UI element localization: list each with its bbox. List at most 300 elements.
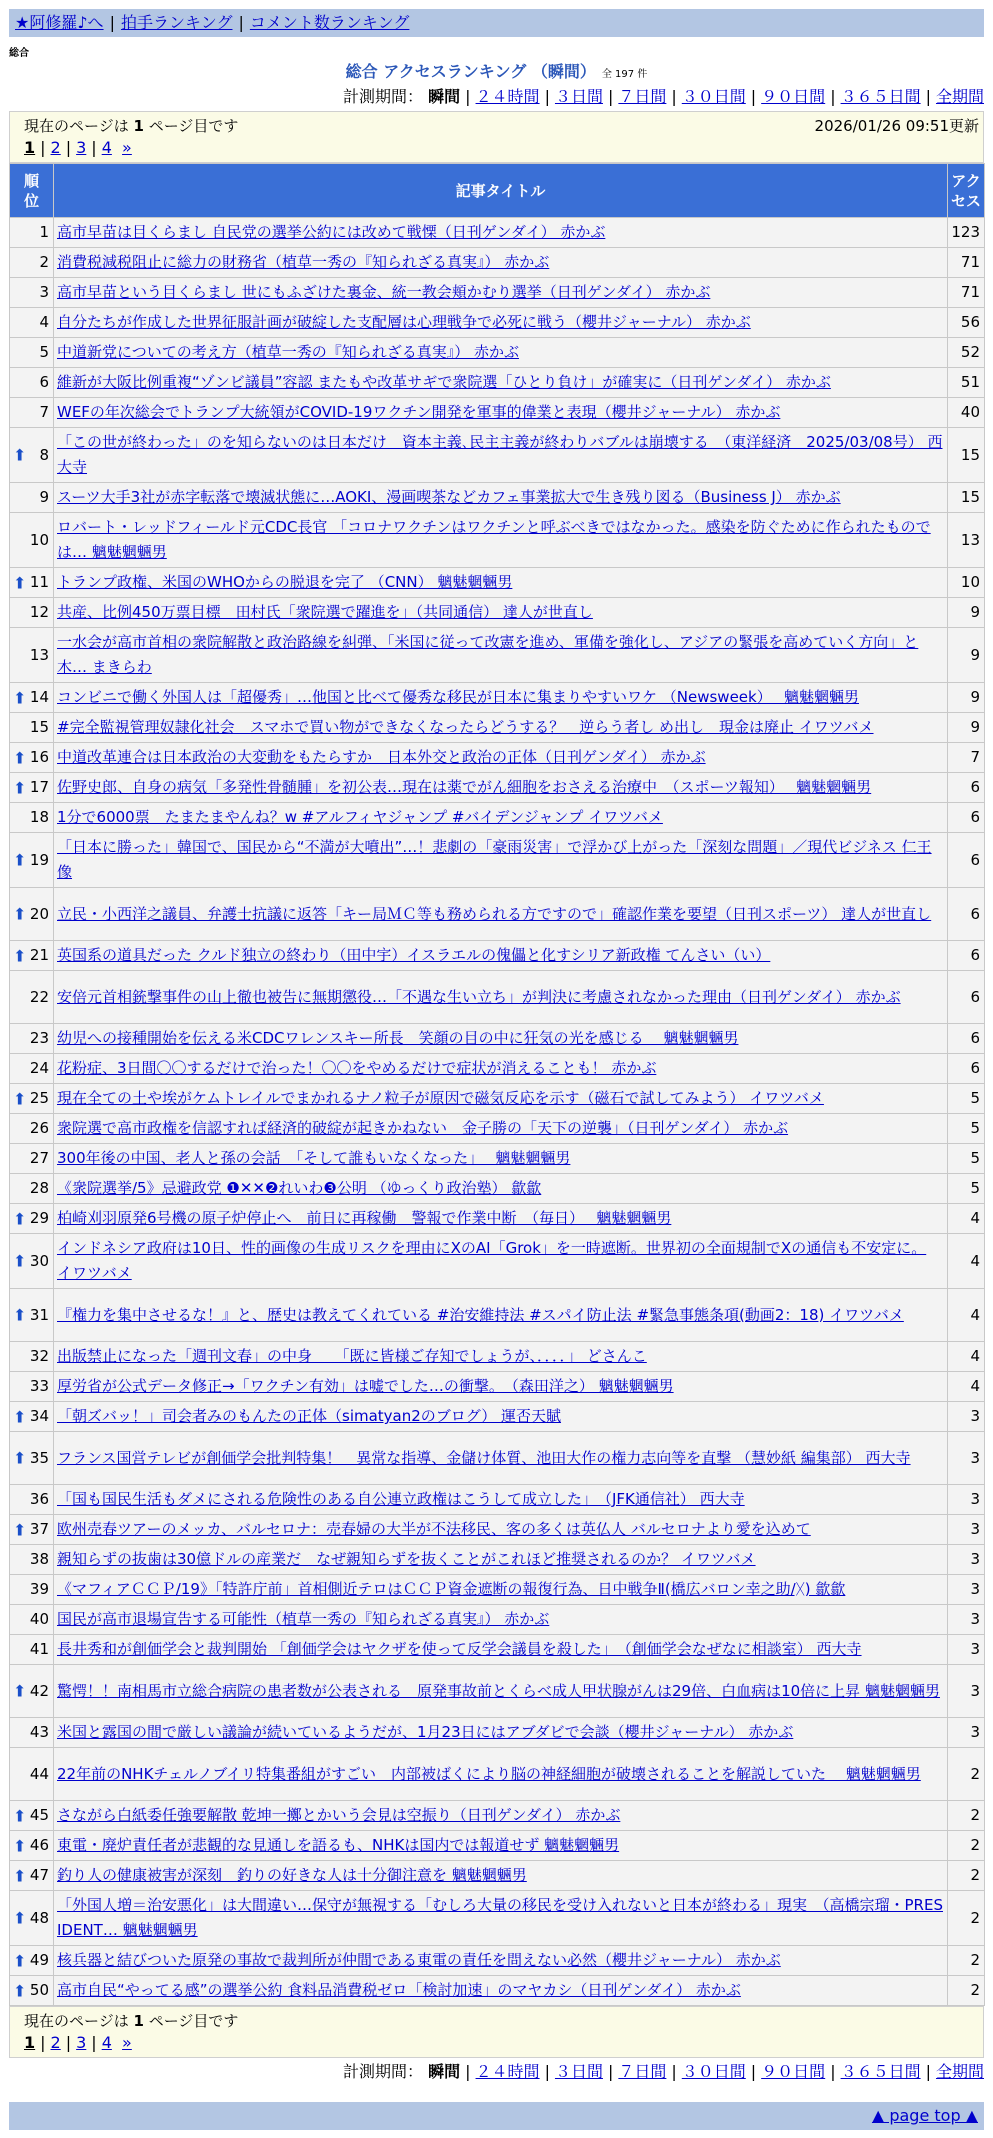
article-link[interactable]: 《マフィアＣＣＰ/19》「特許庁前」首相側近テロはＣＣＰ資金遮断の報復行為、日中戦争Ⅱ(橋広バロン幸之助/ᚷ) 歙歙 xyxy=(57,1580,846,1598)
rank-cell xyxy=(10,743,54,773)
article-link[interactable]: コンビニで働く外国人は「超優秀」…他国と比べて優秀な移民が日本に集まりやすいワケ （Newsweek） 魑魅魍魎男 xyxy=(57,688,859,706)
table-row xyxy=(10,598,985,628)
access-count: 6 xyxy=(948,1024,985,1054)
access-count: 3 xyxy=(948,1515,985,1545)
table-row xyxy=(10,803,985,833)
rank-number: 16 xyxy=(29,748,49,766)
period-current: 瞬間 xyxy=(428,2062,461,2081)
rank-cell xyxy=(10,428,54,483)
article-link[interactable]: 安倍元首相銃撃事件の山上徹也被告に無期懲役…「不遇な生い立ち」が判決に考慮されなかった理由（日刊ゲンダイ） 赤かぶ xyxy=(57,987,901,1006)
title-cell xyxy=(54,1054,948,1084)
access-count: 6 xyxy=(948,773,985,803)
access-count: 5 xyxy=(948,1084,985,1114)
article-link[interactable]: 花粉症、3日間〇〇するだけで治った！〇〇をやめるだけで症状が消えることも！ 赤かぶ xyxy=(57,1059,657,1077)
access-count: 5 xyxy=(948,1144,985,1174)
table-row xyxy=(10,971,985,1024)
rank-cell xyxy=(10,713,54,743)
article-link[interactable]: 驚愕！！南相馬市立総合病院の患者数が公表される 原発事故前とくらべ成人甲状腺がんは29倍、白血病は10倍に上昇 魑魅魍魎男 xyxy=(57,1681,940,1700)
rank-up-arrow-icon: ⬆ xyxy=(13,1951,27,1970)
page-current: 1 xyxy=(24,2033,36,2052)
article-link[interactable]: 一水会が高市首相の衆院解散と政治路線を糾弾、「米国に従って改憲を進め、軍備を強化し、アジアの緊張を高めていく方向」と木… まきらわ xyxy=(57,633,919,676)
table-row xyxy=(10,1575,985,1605)
rank-cell xyxy=(10,1635,54,1665)
article-link[interactable]: 佐野史郎、自身の病気「多発性骨髄腫」を初公表…現在は薬でがん細胞をおさえる治療中 （スポーツ報知） 魑魅魍魎男 xyxy=(57,778,872,796)
rank-up-arrow-icon: ⬆ xyxy=(13,573,27,592)
title-cell xyxy=(54,628,948,683)
rank-number: 6 xyxy=(39,373,49,391)
article-link[interactable]: フランス国営テレビが創価学会批判特集！ 異常な指導、金儲け体質、池田大作の権力志向等を直撃 （慧妙紙 編集部） 西大寺 xyxy=(57,1448,911,1467)
period-link[interactable]: ３６５日間 xyxy=(840,87,921,106)
rank-cell xyxy=(10,1174,54,1204)
access-count: 2 xyxy=(948,1861,985,1891)
title-cell xyxy=(54,568,948,598)
article-link[interactable]: 高市早苗という目くらまし 世にもふざけた裏金、統一教会頬かむり選挙（日刊ゲンダイ） 赤かぶ xyxy=(57,283,711,301)
table-row xyxy=(10,1545,985,1575)
rank-number: 44 xyxy=(29,1764,49,1783)
rank-cell xyxy=(10,1718,54,1748)
article-link[interactable]: 現在全ての土や埃がケムトレイルでまかれるナノ粒子が原因で磁気反応を示す（磁石で試してみよう） イワツバメ xyxy=(57,1089,824,1107)
title-cell xyxy=(54,1515,948,1545)
rank-cell xyxy=(10,1485,54,1515)
rank-number: 36 xyxy=(29,1490,49,1508)
period-selector-bottom: 計測期間： 瞬間 | ２４時間 | ３日間 | ７日間 | ３０日間 | ９０日間 | ３６５日間 | 全期間 xyxy=(343,2062,984,2081)
title-cell xyxy=(54,218,948,248)
rank-number: 37 xyxy=(29,1520,49,1538)
title-cell xyxy=(54,1485,948,1515)
page-top-link[interactable]: ▲ page top ▲ xyxy=(871,2106,978,2125)
rank-cell xyxy=(10,1891,54,1946)
rank-number: 38 xyxy=(29,1550,49,1568)
rank-up-arrow-icon: ⬆ xyxy=(13,1089,27,1108)
title-cell xyxy=(54,1342,948,1372)
article-link[interactable]: トランプ政権、米国のWHOからの脱退を完了 （CNN） 魑魅魍魎男 xyxy=(57,573,513,591)
table-row xyxy=(10,1718,985,1748)
rank-cell xyxy=(10,941,54,971)
rank-up-arrow-icon: ⬆ xyxy=(13,1836,27,1855)
title-cell xyxy=(54,1545,948,1575)
rank-cell xyxy=(10,218,54,248)
rank-cell xyxy=(10,773,54,803)
rank-cell xyxy=(10,1665,54,1718)
period-link[interactable]: 全期間 xyxy=(935,87,984,106)
table-row xyxy=(10,248,985,278)
rank-number: 47 xyxy=(29,1866,49,1884)
article-link[interactable]: 「日本に勝った」韓国で、国民から“不満が大噴出”…！悲劇の「豪雨災害」で浮かび上がった「深刻な問題」／現代ビジネス 仁王像 xyxy=(57,838,932,881)
rank-cell xyxy=(10,483,54,513)
article-link[interactable]: 核兵器と結びついた原発の事故で裁判所が仲間である東電の責任を問えない必然（櫻井ジャーナル） 赤かぶ xyxy=(57,1951,781,1969)
access-count: 6 xyxy=(948,803,985,833)
table-row xyxy=(10,1372,985,1402)
rank-cell xyxy=(10,308,54,338)
title-cell xyxy=(54,1084,948,1114)
access-count: 5 xyxy=(948,1114,985,1144)
page-link[interactable]: 4 xyxy=(101,2033,112,2052)
period-label: 計測期間： xyxy=(343,2062,424,2081)
article-link[interactable]: 柏崎刈羽原発6号機の原子炉停止へ 前日に再稼働 警報で作業中断 （毎日） 魑魅魍魎男 xyxy=(57,1209,672,1227)
title-cell xyxy=(54,598,948,628)
rank-number: 19 xyxy=(29,850,49,869)
rank-cell xyxy=(10,628,54,683)
rank-number: 41 xyxy=(29,1640,49,1658)
clap-ranking-link[interactable]: 拍手ランキング xyxy=(120,13,233,32)
article-link[interactable]: 米国と露国の間で厳しい議論が続いているようだが、1月23日にはアブダビで会談（櫻井ジャーナル） 赤かぶ xyxy=(57,1723,794,1741)
access-count: 13 xyxy=(948,513,985,568)
article-link[interactable]: スーツ大手3社が赤字転落で壊滅状態に…AOKI、漫画喫茶などカフェ事業拡大で生き残り図る（Business J） 赤かぶ xyxy=(57,488,841,506)
period-link[interactable]: ２４時間 xyxy=(475,87,540,106)
page-link[interactable]: 3 xyxy=(76,2033,87,2052)
page-links: 1 | 2 | 3 | 4 » xyxy=(24,2033,132,2052)
table-row xyxy=(10,218,985,248)
rank-number: 22 xyxy=(29,987,49,1006)
table-row xyxy=(10,1402,985,1432)
rank-cell xyxy=(10,1545,54,1575)
rank-cell xyxy=(10,1575,54,1605)
table-row xyxy=(10,1801,985,1831)
access-count: 2 xyxy=(948,1891,985,1946)
rank-up-arrow-icon: ⬆ xyxy=(13,1251,27,1271)
title-cell xyxy=(54,1748,948,1801)
rank-up-arrow-icon: ⬆ xyxy=(13,445,27,465)
rank-cell xyxy=(10,398,54,428)
next-page-link[interactable]: » xyxy=(122,138,132,157)
article-link[interactable]: 釣り人の健康被害が深刻 釣りの好きな人は十分御注意を 魑魅魍魎男 xyxy=(57,1866,527,1884)
rank-up-arrow-icon: ⬆ xyxy=(13,1209,27,1228)
article-link[interactable]: 『権力を集中させるな！』と、歴史は教えてくれている #治安維持法 #スパイ防止法 #緊急事態条項(動画2：18) イワツバメ xyxy=(57,1305,904,1324)
rank-number: 31 xyxy=(29,1305,49,1324)
rank-up-arrow-icon: ⬆ xyxy=(13,688,27,707)
period-link[interactable]: ３０日間 xyxy=(681,87,746,106)
rank-number: 32 xyxy=(29,1347,49,1365)
title-cell xyxy=(54,1024,948,1054)
article-link[interactable]: 自分たちが作成した世界征服計画が破綻した支配層は心理戦争で必死に戦う（櫻井ジャーナル） 赤かぶ xyxy=(57,313,751,331)
rank-cell xyxy=(10,1748,54,1801)
table-row xyxy=(10,773,985,803)
article-link[interactable]: 「国も国民生活もダメにされる危険性のある自公連立政権はこうして成立した」 （JFK通信社） 西大寺 xyxy=(57,1490,745,1508)
access-count: 2 xyxy=(948,1748,985,1801)
article-link[interactable]: 1分で6000票 たまたまやんね？w #アルフィヤジャンプ #バイデンジャンプ イワツバメ xyxy=(57,808,663,826)
title-cell xyxy=(54,1575,948,1605)
rank-number: 24 xyxy=(29,1059,49,1077)
access-count: 123 xyxy=(948,218,985,248)
title-cell xyxy=(54,1891,948,1946)
period-link[interactable]: ３日間 xyxy=(554,87,603,106)
access-count: 6 xyxy=(948,941,985,971)
period-label: 計測期間： xyxy=(343,87,424,106)
title-cell xyxy=(54,773,948,803)
title-cell xyxy=(54,1144,948,1174)
access-count: 9 xyxy=(948,628,985,683)
table-row xyxy=(10,1891,985,1946)
table-row xyxy=(10,683,985,713)
rank-number: 11 xyxy=(29,573,49,591)
period-link[interactable]: ９０日間 xyxy=(761,2062,826,2081)
rank-number: 13 xyxy=(29,645,49,664)
rank-number: 28 xyxy=(29,1179,49,1197)
rank-cell xyxy=(10,683,54,713)
table-row xyxy=(10,1174,985,1204)
table-row xyxy=(10,1635,985,1665)
title-cell xyxy=(54,308,948,338)
rank-number: 49 xyxy=(29,1951,49,1969)
rank-number: 4 xyxy=(39,313,49,331)
title-cell xyxy=(54,1665,948,1718)
rank-number: 9 xyxy=(39,488,49,506)
next-page-link[interactable]: » xyxy=(122,2033,132,2052)
rank-cell xyxy=(10,833,54,888)
article-link[interactable]: 立民・小西洋之議員、弁護士抗議に返答「キー局ＭＣ等も務められる方ですので」確認作業を要望（日刊スポーツ） 達人が世直し xyxy=(57,904,932,923)
title-cell xyxy=(54,743,948,773)
rank-number: 20 xyxy=(29,904,49,923)
title-cell xyxy=(54,683,948,713)
table-row xyxy=(10,1946,985,1976)
rank-number: 17 xyxy=(29,778,49,796)
table-row xyxy=(10,308,985,338)
article-link[interactable]: 親知らずの抜歯は30億ドルの産業だ なぜ親知らずを抜くことがこれほど推奨されるのか？ イワツバメ xyxy=(57,1550,756,1568)
rank-number: 7 xyxy=(39,403,49,421)
rank-cell xyxy=(10,1234,54,1289)
article-link[interactable]: 厚労省が公式データ修正→「ワクチン有効」は嘘でした…の衝撃。 （森田洋之） 魑魅魍魎男 xyxy=(57,1377,674,1395)
period-link[interactable]: 全期間 xyxy=(935,2062,984,2081)
period-link[interactable]: ２４時間 xyxy=(475,2062,540,2081)
access-count: 3 xyxy=(948,1402,985,1432)
access-count: 2 xyxy=(948,1976,985,2006)
rank-cell xyxy=(10,1204,54,1234)
title-cell xyxy=(54,1946,948,1976)
rank-up-arrow-icon: ⬆ xyxy=(13,1806,27,1825)
access-count: 51 xyxy=(948,368,985,398)
article-link[interactable]: インドネシア政府は10日、性的画像の生成リスクを理由にXのAI「Grok」を一時遮断。世界初の全面規制でXの通信も不安定に。 イワツバメ xyxy=(57,1239,927,1282)
article-link[interactable]: 欧州売春ツアーのメッカ、バルセロナ：売春婦の大半が不法移民、客の多くは英仏人 バルセロナより愛を込めて xyxy=(57,1520,811,1538)
access-count: 5 xyxy=(948,1174,985,1204)
table-row xyxy=(10,743,985,773)
article-link[interactable]: 「外国人増＝治安悪化」は大間違い…保守が無視する「むしろ大量の移民を受け入れないと日本が終わる」現実 （高橋宗瑠・PRESIDENT… 魑魅魍魎男 xyxy=(57,1896,943,1939)
access-count: 15 xyxy=(948,428,985,483)
table-row xyxy=(10,1084,985,1114)
article-link[interactable]: 共産、比例450万票目標 田村氏「衆院選で躍進を」（共同通信） 達人が世直し xyxy=(57,603,593,621)
rank-number: 35 xyxy=(29,1448,49,1467)
article-link[interactable]: 「朝ズバッ！」司会者みのもんたの正体（simatyan2のブログ） 運否天賦 xyxy=(57,1407,562,1425)
rank-number: 34 xyxy=(29,1407,49,1425)
rank-cell xyxy=(10,1084,54,1114)
title-cell xyxy=(54,888,948,941)
table-row xyxy=(10,1485,985,1515)
rank-cell xyxy=(10,1289,54,1342)
access-count: 71 xyxy=(948,248,985,278)
article-link[interactable]: 300年後の中国、老人と孫の会話 「そして誰もいなくなった」 魑魅魍魎男 xyxy=(57,1149,571,1167)
rank-number: 27 xyxy=(29,1149,49,1167)
article-link[interactable]: ロバート・レッドフィールド元CDC長官 「コロナワクチンはワクチンと呼ぶべきではなかった。感染を防ぐために作られたものでは… 魑魅魍魎男 xyxy=(57,518,931,561)
article-link[interactable]: 国民が高市退場宣告する可能性（植草一秀の『知られざる真実』） 赤かぶ xyxy=(57,1610,550,1628)
access-count: 6 xyxy=(948,971,985,1024)
table-row xyxy=(10,428,985,483)
table-row xyxy=(10,1861,985,1891)
rank-cell xyxy=(10,368,54,398)
title-cell xyxy=(54,338,948,368)
page-link[interactable]: 2 xyxy=(50,138,61,157)
nav-separator: | xyxy=(109,13,115,32)
title-cell xyxy=(54,941,948,971)
ranking-heading xyxy=(9,61,984,85)
title-cell xyxy=(54,248,948,278)
title-cell xyxy=(54,483,948,513)
table-row xyxy=(10,1976,985,2006)
title-cell xyxy=(54,1976,948,2006)
title-cell xyxy=(54,1204,948,1234)
rank-up-arrow-icon: ⬆ xyxy=(13,778,27,797)
rank-number: 3 xyxy=(39,283,49,301)
rank-up-arrow-icon: ⬆ xyxy=(13,1681,27,1701)
page-link[interactable]: 3 xyxy=(76,138,87,157)
period-link[interactable]: ３日間 xyxy=(554,2062,603,2081)
page-links: 1 | 2 | 3 | 4 » xyxy=(24,138,132,157)
rank-cell xyxy=(10,1114,54,1144)
title-cell xyxy=(54,713,948,743)
title-cell xyxy=(54,1605,948,1635)
rank-cell xyxy=(10,338,54,368)
rank-cell xyxy=(10,1024,54,1054)
category-label: 総合 xyxy=(9,48,29,59)
title-cell xyxy=(54,803,948,833)
rank-cell xyxy=(10,888,54,941)
article-link[interactable]: 22年前のNHKチェルノブイリ特集番組がすごい 内部被ばくにより脳の神経細胞が破壊されることを解説していた 魑魅魍魎男 xyxy=(57,1764,921,1783)
col-header-title: 記事タイトル xyxy=(54,164,948,218)
title-cell xyxy=(54,368,948,398)
rank-number: 10 xyxy=(29,530,49,549)
table-row xyxy=(10,513,985,568)
table-row xyxy=(10,1114,985,1144)
title-cell xyxy=(54,428,948,483)
period-link[interactable]: ７日間 xyxy=(618,2062,667,2081)
article-link[interactable]: 英国系の道具だった クルド独立の終わり（田中宇）イスラエルの傀儡と化すシリア新政権 てんさい（い） xyxy=(57,946,771,964)
home-link[interactable]: ★阿修羅♪へ xyxy=(15,13,104,32)
table-row xyxy=(10,278,985,308)
access-count: 71 xyxy=(948,278,985,308)
period-link[interactable]: ３６５日間 xyxy=(840,2062,921,2081)
rank-number: 1 xyxy=(39,223,49,241)
rank-number: 30 xyxy=(29,1251,49,1270)
rank-up-arrow-icon: ⬆ xyxy=(13,904,27,924)
access-count: 3 xyxy=(948,1718,985,1748)
page-status: 現在のページは 1 ページ目です xyxy=(24,2012,239,2030)
access-count: 9 xyxy=(948,683,985,713)
total-count: 全 197 件 xyxy=(601,69,648,80)
access-count: 4 xyxy=(948,1342,985,1372)
article-link[interactable]: 出版禁止になった「週刊文春」の中身 「既に皆様ご存知でしょうが、．．．．」 どさんこ xyxy=(57,1347,647,1365)
table-row xyxy=(10,1204,985,1234)
period-link[interactable]: ７日間 xyxy=(618,87,667,106)
article-link[interactable]: 消費税減税阻止に総力の財務省（植草一秀の『知られざる真実』） 赤かぶ xyxy=(57,253,550,271)
article-link[interactable]: 衆院選で高市政権を信認すれば経済的破綻が起きかねない 金子勝の「天下の逆襲」（日刊ゲンダイ） 赤かぶ xyxy=(57,1119,789,1137)
pager-top xyxy=(9,111,984,163)
period-link[interactable]: ３０日間 xyxy=(681,2062,746,2081)
access-count: 52 xyxy=(948,338,985,368)
rank-cell xyxy=(10,1402,54,1432)
title-cell xyxy=(54,1174,948,1204)
rank-up-arrow-icon: ⬆ xyxy=(13,748,27,767)
access-count: 6 xyxy=(948,1054,985,1084)
table-row xyxy=(10,1024,985,1054)
access-count: 3 xyxy=(948,1545,985,1575)
table-row xyxy=(10,888,985,941)
rank-number: 15 xyxy=(29,718,49,736)
article-link[interactable]: 中道改革連合は日本政治の大変動をもたらすか 日本外交と政治の正体（日刊ゲンダイ） 赤かぶ xyxy=(57,748,706,766)
access-count: 4 xyxy=(948,1372,985,1402)
rank-number: 50 xyxy=(29,1981,49,1999)
title-cell xyxy=(54,971,948,1024)
table-row xyxy=(10,1234,985,1289)
rank-up-arrow-icon: ⬆ xyxy=(13,946,27,965)
table-row xyxy=(10,483,985,513)
table-row xyxy=(10,1432,985,1485)
col-header-access: アク セス xyxy=(948,164,985,218)
article-link[interactable]: 中道新党についての考え方（植草一秀の『知られざる真実』） 赤かぶ xyxy=(57,343,519,361)
title-cell xyxy=(54,1234,948,1289)
rank-number: 48 xyxy=(29,1908,49,1927)
table-row xyxy=(10,628,985,683)
article-link[interactable]: さながら白紙委任強要解散 乾坤一擲とかいう会見は空振り（日刊ゲンダイ） 赤かぶ xyxy=(57,1806,621,1824)
title-cell xyxy=(54,833,948,888)
rank-number: 26 xyxy=(29,1119,49,1137)
access-count: 3 xyxy=(948,1635,985,1665)
rank-cell xyxy=(10,1515,54,1545)
table-row xyxy=(10,338,985,368)
page-link[interactable]: 4 xyxy=(101,138,112,157)
article-link[interactable]: 幼児への接種開始を伝える米CDCワレンスキー所長 笑顔の目の中に狂気の光を感じる 魑魅魍魎男 xyxy=(57,1029,739,1047)
rank-up-arrow-icon: ⬆ xyxy=(13,1908,27,1928)
article-link[interactable]: 長井秀和が創価学会と裁判開始 「創価学会はヤクザを使って反学会議員を殺した」 （創価学会なぜなに相談室） 西大寺 xyxy=(57,1640,862,1658)
rank-number: 29 xyxy=(29,1209,49,1227)
title-cell xyxy=(54,1114,948,1144)
rank-number: 23 xyxy=(29,1029,49,1047)
rank-cell xyxy=(10,1144,54,1174)
title-cell xyxy=(54,278,948,308)
table-row xyxy=(10,568,985,598)
access-count: 4 xyxy=(948,1234,985,1289)
rank-up-arrow-icon: ⬆ xyxy=(13,1520,27,1539)
ranking-rows xyxy=(10,218,985,2006)
comment-ranking-link[interactable]: コメント数ランキング xyxy=(249,13,410,32)
title-cell xyxy=(54,1372,948,1402)
rank-cell xyxy=(10,1342,54,1372)
article-link[interactable]: 維新が大阪比例重複“ゾンビ議員”容認 またもや改革サギで衆院選「ひとり負け」が確実に（日刊ゲンダイ） 赤かぶ xyxy=(57,373,831,391)
rank-cell xyxy=(10,598,54,628)
article-link[interactable]: WEFの年次総会でトランプ大統領がCOVID-19ワクチン開発を軍事的偉業と表現（櫻井ジャーナル） 赤かぶ xyxy=(57,403,781,421)
page-link[interactable]: 2 xyxy=(50,2033,61,2052)
period-link[interactable]: ９０日間 xyxy=(761,87,826,106)
rank-cell xyxy=(10,1861,54,1891)
access-count: 4 xyxy=(948,1204,985,1234)
rank-up-arrow-icon: ⬆ xyxy=(13,1866,27,1885)
rank-number: 8 xyxy=(39,445,49,464)
table-row xyxy=(10,368,985,398)
access-count: 3 xyxy=(948,1665,985,1718)
article-link[interactable]: 「この世が終わった」のを知らないのは日本だけ 資本主義､民主主義が終わりバブルは崩壊する （東洋経済 2025/03/08号） 西大寺 xyxy=(57,433,943,476)
article-link[interactable]: 《衆院選挙/5》忌避政党 ❶✕✕❷れいわ❸公明 （ゆっくり政治塾） 歙歙 xyxy=(57,1179,542,1197)
rank-cell xyxy=(10,1946,54,1976)
rank-number: 33 xyxy=(29,1377,49,1395)
title-cell xyxy=(54,1718,948,1748)
rank-up-arrow-icon: ⬆ xyxy=(13,1305,27,1325)
page-status: 現在のページは 1 ページ目です xyxy=(24,117,239,135)
article-link[interactable]: #完全監視管理奴隷化社会 スマホで買い物ができなくなったらどうする？ 逆らう者し め出し 現金は廃止 イワツバメ xyxy=(57,718,874,736)
access-count: 10 xyxy=(948,568,985,598)
rank-cell xyxy=(10,1605,54,1635)
article-link[interactable]: 東電・廃炉責任者が悲観的な見通しを語るも、NHKは国内では報道せず 魑魅魍魎男 xyxy=(57,1836,620,1854)
rank-number: 39 xyxy=(29,1580,49,1598)
article-link[interactable]: 高市自民“やってる感”の選挙公約 食料品消費税ゼロ「検討加速」のマヤカシ（日刊ゲンダイ） 赤かぶ xyxy=(57,1981,741,1999)
article-link[interactable]: 高市早苗は目くらまし 自民党の選挙公約には改めて戦慄（日刊ゲンダイ） 赤かぶ xyxy=(57,223,606,241)
ranking-table xyxy=(9,163,985,2006)
